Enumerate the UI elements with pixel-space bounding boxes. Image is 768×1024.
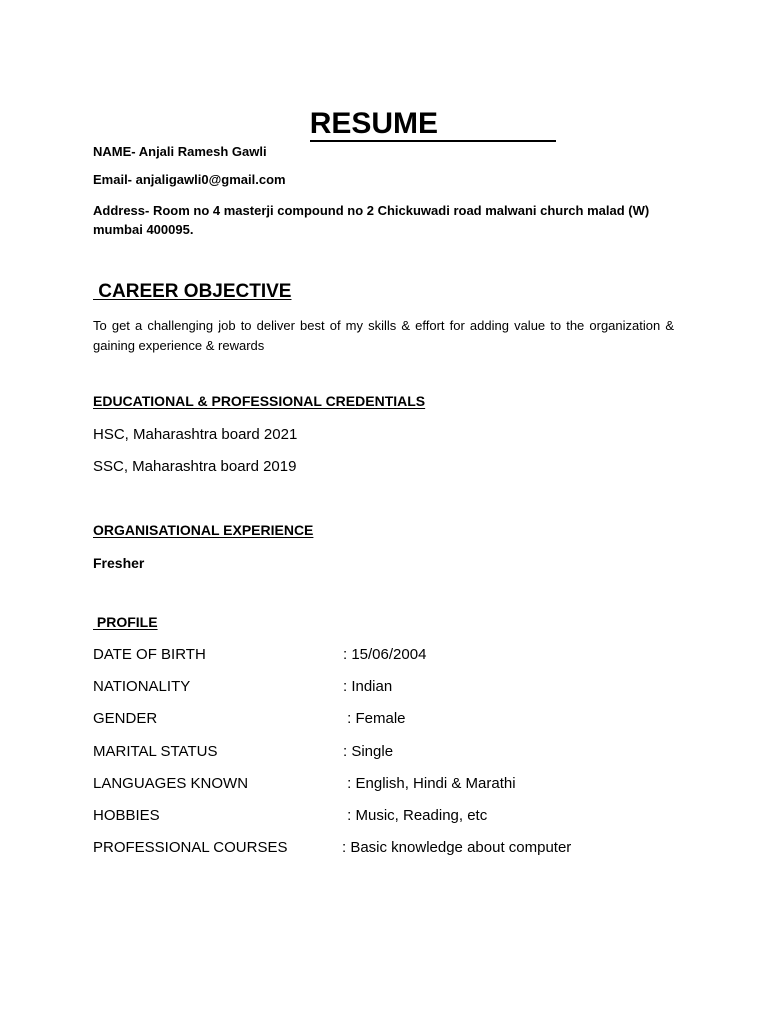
address-line: Address- Room no 4 masterji compound no 2 Chickuwadi road malwani church malad (W) mumbai 400095. <box>93 203 650 237</box>
profile-label: GENDER <box>93 710 158 727</box>
profile-row-nationality <box>93 678 693 698</box>
resume-title-text: RESUME <box>310 109 556 142</box>
profile-value: : Single <box>343 743 394 760</box>
profile-label: PROFESSIONAL COURSES <box>93 839 288 856</box>
profile-label: LANGUAGES KNOWN <box>93 775 249 792</box>
education-heading: EDUCATIONAL & PROFESSIONAL CREDENTIALS <box>93 393 426 409</box>
name-line: NAME- Anjali Ramesh Gawli <box>93 144 267 159</box>
profile-label: DATE OF BIRTH <box>93 646 206 663</box>
education-item: HSC, Maharashtra board 2021 <box>93 426 298 443</box>
education-item: SSC, Maharashtra board 2019 <box>93 458 297 475</box>
profile-row-hobbies <box>93 807 693 827</box>
profile-label: MARITAL STATUS <box>93 743 218 760</box>
profile-value: : Music, Reading, etc <box>343 807 488 824</box>
profile-row-gender <box>93 710 693 730</box>
profile-row-marital-status <box>93 743 693 763</box>
career-objective-heading: CAREER OBJECTIVE <box>93 281 292 302</box>
profile-row-date-of-birth <box>93 646 693 666</box>
profile-value: : Female <box>343 710 406 727</box>
profile-label: HOBBIES <box>93 807 160 824</box>
profile-row-languages-known <box>93 775 693 795</box>
profile-value: : 15/06/2004 <box>343 646 427 663</box>
experience-heading: ORGANISATIONAL EXPERIENCE <box>93 522 314 538</box>
profile-value: : English, Hindi & Marathi <box>343 775 516 792</box>
profile-heading: PROFILE <box>93 614 158 630</box>
profile-value: : Basic knowledge about computer <box>342 839 572 856</box>
career-objective-text: To get a challenging job to deliver best of my skills & effort for adding value to the organization & gaining experience & rewards <box>93 318 674 353</box>
experience-value: Fresher <box>93 555 145 571</box>
profile-row-professional-courses <box>93 839 693 859</box>
profile-value: : Indian <box>343 678 393 695</box>
email-line: Email- anjaligawli0@gmail.com <box>93 172 286 187</box>
profile-label: NATIONALITY <box>93 678 191 695</box>
